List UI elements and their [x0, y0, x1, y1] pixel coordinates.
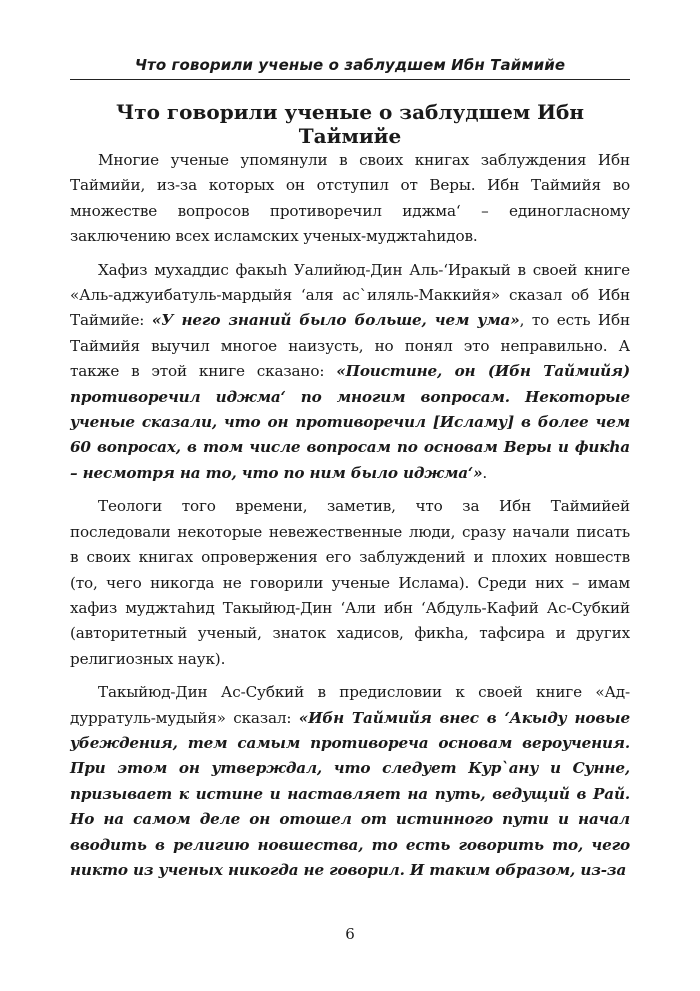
- paragraph-1: [70, 148, 630, 250]
- quote-knowledge-more-than-mind: «У него знаний было больше, чем ума»: [151, 311, 520, 330]
- body-text: [70, 148, 630, 891]
- paragraph-2-middle: , то есть Ибн Таймийя выучил многое наизусть, но понял это неправильно. А также в этой книге сказано:: [70, 311, 630, 381]
- quote-as-subki: «Ибн Таймийя внес в ‘Акыду новые убеждения, тем самым противореча основам вероучения. При этом он утверждал, что следует Кур`ану и Сунне, призывает к истине и наставляет на путь, ведущий в Рай. Но на самом деле он отошел от истинного пути и начал вводить в религию новшества, то есть говорить то, чего никто из ученых никогда не говорил. И таким образом, из-за: [70, 708, 630, 879]
- paragraph-2-end: .: [482, 463, 488, 482]
- paragraph-2-intro: Хафиз мухаддис факыh Уалийюд-Дин Аль-‘Иракый в своей книге «Аль-аджуибатуль-мардыйя ‘аля ас`иляль-Маккийя» сказал об Ибн Таймийе:: [70, 260, 630, 330]
- header-rule: [70, 79, 630, 80]
- page-number: 6: [345, 925, 355, 943]
- page-title: Что говорили ученые о заблудшем Ибн Таймийе: [115, 100, 585, 148]
- quote-contradicted-ijma: «Поистине, он (Ибн Таймийя) противоречил иджма‘ по многим вопросам. Некоторые ученые сказали, что он противоречил [Исламу] в более чем 60 вопросах, в том числе вопросам по основам Веры и фикhа – несмотря на то, что по ним было иджма‘»: [70, 362, 630, 482]
- running-header: Что говорили ученые о заблудшем Ибн Таймийе: [134, 56, 566, 74]
- paragraph-2: [70, 258, 630, 487]
- paragraph-4: [70, 680, 630, 883]
- paragraph-3: [70, 494, 630, 672]
- paragraph-4-intro: Такыйюд-Дин Ас-Субкий в предисловии к своей книге «Ад-дурратуль-мудыйя» сказал:: [70, 683, 630, 727]
- paragraph-1-text: Многие ученые упомянули в своих книгах заблуждения Ибн Таймийи, из-за которых он отступил от Веры. Ибн Таймийя во множестве вопросов противоречил иджма‘ – единогласному заключению всех исламских ученых-муджтаhидов.: [70, 151, 630, 246]
- paragraph-3-text: Теологи того времени, заметив, что за Ибн Таймийей последовали некоторые невежественные люди, сразу начали писать в своих книгах опровержения его заблуждений и плохих новшеств (то, чего никогда не говорили ученые Ислама). Среди них – имам хафиз муджтаhид Такыйюд-Дин ‘Али ибн ‘Абдуль-Кафий Ас-Субкий (авторитетный ученый, знаток хадисов, фикhа, тафсира и других религиозных наук).: [70, 497, 630, 668]
